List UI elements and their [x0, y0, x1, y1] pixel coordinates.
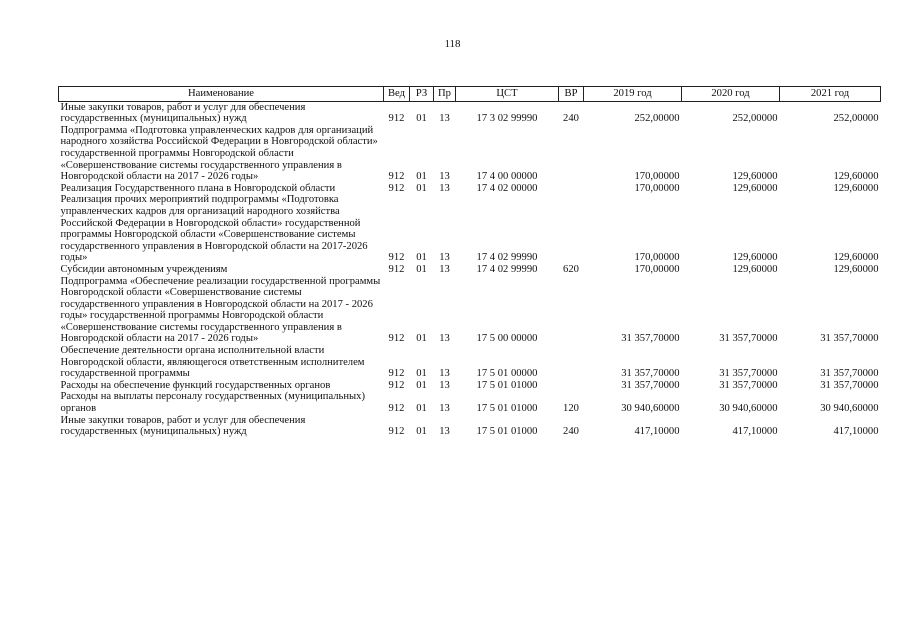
col-header-ved: Вед: [384, 87, 410, 102]
col-header-2020: 2020 год: [682, 87, 780, 102]
row-2020: 31 357,70000: [719, 368, 778, 380]
row-2020: 417,10000: [732, 426, 778, 438]
row-ved: 912: [388, 182, 405, 194]
row-name: Реализация Государственного плана в Новгородской области: [60, 182, 336, 194]
row-2021: 417,10000: [833, 426, 879, 438]
row-vr: [559, 380, 584, 392]
row-vr: [559, 345, 584, 380]
row-pr: 13: [439, 182, 450, 194]
row-pr: 13: [439, 263, 450, 275]
row-ved: 912: [388, 403, 405, 415]
table-row: [59, 183, 881, 195]
col-header-name: Наименование: [59, 87, 384, 102]
row-name: Расходы на обеспечение функций государственных органов: [60, 379, 331, 391]
row-cst: 17 5 01 01000: [476, 379, 538, 391]
row-name: Обеспечение деятельности органа исполнительной власти Новгородской области, являющегося ответственным исполнителем государственной программы: [60, 345, 365, 380]
row-rz: 01: [416, 113, 427, 125]
col-header-2021: 2021 год: [780, 87, 881, 102]
row-ved: 912: [388, 426, 405, 438]
row-name: Подпрограмма «Подготовка управленческих кадров для организаций народного хозяйства Российской Федерации в Новгородской области» государственной программы Новгородской области «Совершенствование системы государственного управления в Новгородской области на 2017 - 2026 годы»: [60, 124, 378, 183]
page-number: 118: [444, 38, 461, 50]
row-cst: 17 3 02 99990: [476, 113, 538, 125]
row-2019: 170,00000: [634, 182, 680, 194]
row-vr: [559, 276, 584, 346]
row-2019: 252,00000: [634, 113, 680, 125]
row-rz: 01: [416, 252, 427, 264]
row-name: Субсидии автономным учреждениям: [60, 263, 228, 275]
row-rz: 01: [416, 426, 427, 438]
row-pr: 13: [439, 368, 450, 380]
row-cst: 17 4 00 00000: [476, 171, 538, 183]
row-2019: 170,00000: [634, 252, 680, 264]
row-pr: 13: [439, 403, 450, 415]
row-cst: 17 4 02 99990: [476, 252, 538, 264]
col-header-vr: ВР: [559, 87, 584, 102]
row-2019: 417,10000: [634, 426, 680, 438]
table-row: [59, 276, 881, 346]
row-vr: 620: [563, 263, 579, 275]
row-2020: 31 357,70000: [719, 379, 778, 391]
row-2019: 31 357,70000: [621, 379, 680, 391]
row-2021: 31 357,70000: [820, 333, 879, 345]
row-cst: 17 4 02 99990: [476, 263, 538, 275]
row-rz: 01: [416, 333, 427, 345]
row-rz: 01: [416, 171, 427, 183]
row-2019: 31 357,70000: [621, 368, 680, 380]
row-2019: 170,00000: [634, 171, 680, 183]
col-header-cst: ЦСТ: [456, 87, 559, 102]
table-row: [59, 101, 881, 125]
table-header-row: [59, 87, 881, 102]
row-cst: 17 5 01 01000: [476, 403, 538, 415]
table-row: [59, 345, 881, 380]
row-ved: 912: [388, 252, 405, 264]
row-vr: [559, 194, 584, 264]
row-ved: 912: [388, 379, 405, 391]
row-2020: 129,60000: [732, 182, 778, 194]
row-2021: 30 940,60000: [820, 403, 879, 415]
row-2021: 129,60000: [833, 182, 879, 194]
row-ved: 912: [388, 171, 405, 183]
row-2019: 30 940,60000: [621, 403, 680, 415]
row-rz: 01: [416, 182, 427, 194]
table-row: [59, 380, 881, 392]
row-name: Реализация прочих мероприятий подпрограммы «Подготовка управленческих кадров для организаций народного хозяйства Российской Федерации в Новгородской области» государственной программы Новгородской области «Совершенствование системы государственного управления в Новгородской области на 2017-2026 годы»: [60, 194, 368, 264]
row-2020: 252,00000: [732, 113, 778, 125]
row-2019: 31 357,70000: [621, 333, 680, 345]
col-header-rz: РЗ: [410, 87, 434, 102]
row-2021: 129,60000: [833, 263, 879, 275]
row-2020: 31 357,70000: [719, 333, 778, 345]
row-vr: 240: [563, 426, 579, 438]
row-cst: 17 5 01 01000: [476, 426, 538, 438]
row-cst: 17 4 02 00000: [476, 182, 538, 194]
row-ved: 912: [388, 333, 405, 345]
row-pr: 13: [439, 113, 450, 125]
row-vr: 120: [563, 403, 579, 415]
table-row: [59, 125, 881, 183]
row-2021: 129,60000: [833, 171, 879, 183]
row-pr: 13: [439, 379, 450, 391]
row-2020: 30 940,60000: [719, 403, 778, 415]
row-2021: 31 357,70000: [820, 368, 879, 380]
table-row: [59, 415, 881, 438]
table-row: [59, 194, 881, 264]
row-vr: [559, 183, 584, 195]
row-ved: 912: [388, 113, 405, 125]
row-pr: 13: [439, 252, 450, 264]
row-2020: 129,60000: [732, 171, 778, 183]
row-rz: 01: [416, 379, 427, 391]
col-header-2019: 2019 год: [584, 87, 682, 102]
table-row: [59, 264, 881, 276]
row-pr: 13: [439, 426, 450, 438]
row-ved: 912: [388, 263, 405, 275]
row-name: Расходы на выплаты персоналу государственных (муниципальных) органов: [60, 391, 365, 415]
row-2021: 129,60000: [833, 252, 879, 264]
row-name: Иные закупки товаров, работ и услуг для обеспечения государственных (муниципальных) нужд: [60, 101, 306, 125]
row-cst: 17 5 00 00000: [476, 333, 538, 345]
row-cst: 17 5 01 00000: [476, 368, 538, 380]
row-pr: 13: [439, 171, 450, 183]
row-pr: 13: [439, 333, 450, 345]
row-2019: 170,00000: [634, 263, 680, 275]
row-2020: 129,60000: [732, 263, 778, 275]
row-rz: 01: [416, 403, 427, 415]
table-row: [59, 391, 881, 414]
budget-table: [58, 86, 881, 438]
col-header-pr: Пр: [434, 87, 456, 102]
row-rz: 01: [416, 263, 427, 275]
row-rz: 01: [416, 368, 427, 380]
row-name: Иные закупки товаров, работ и услуг для обеспечения государственных (муниципальных) нужд: [60, 414, 306, 438]
row-name: Подпрограмма «Обеспечение реализации государственной программы Новгородской области «Совершенствование системы государственного управления в Новгородской области на 2017 - 2026 годы» государственной программы Новгородской области «Совершенствование системы государственного управления в Новгородской области на 2017 - 2026 годы»: [60, 275, 381, 345]
row-2020: 129,60000: [732, 252, 778, 264]
row-2021: 31 357,70000: [820, 379, 879, 391]
row-2021: 252,00000: [833, 113, 879, 125]
row-vr: 240: [563, 113, 579, 125]
row-ved: 912: [388, 368, 405, 380]
row-vr: [559, 125, 584, 183]
